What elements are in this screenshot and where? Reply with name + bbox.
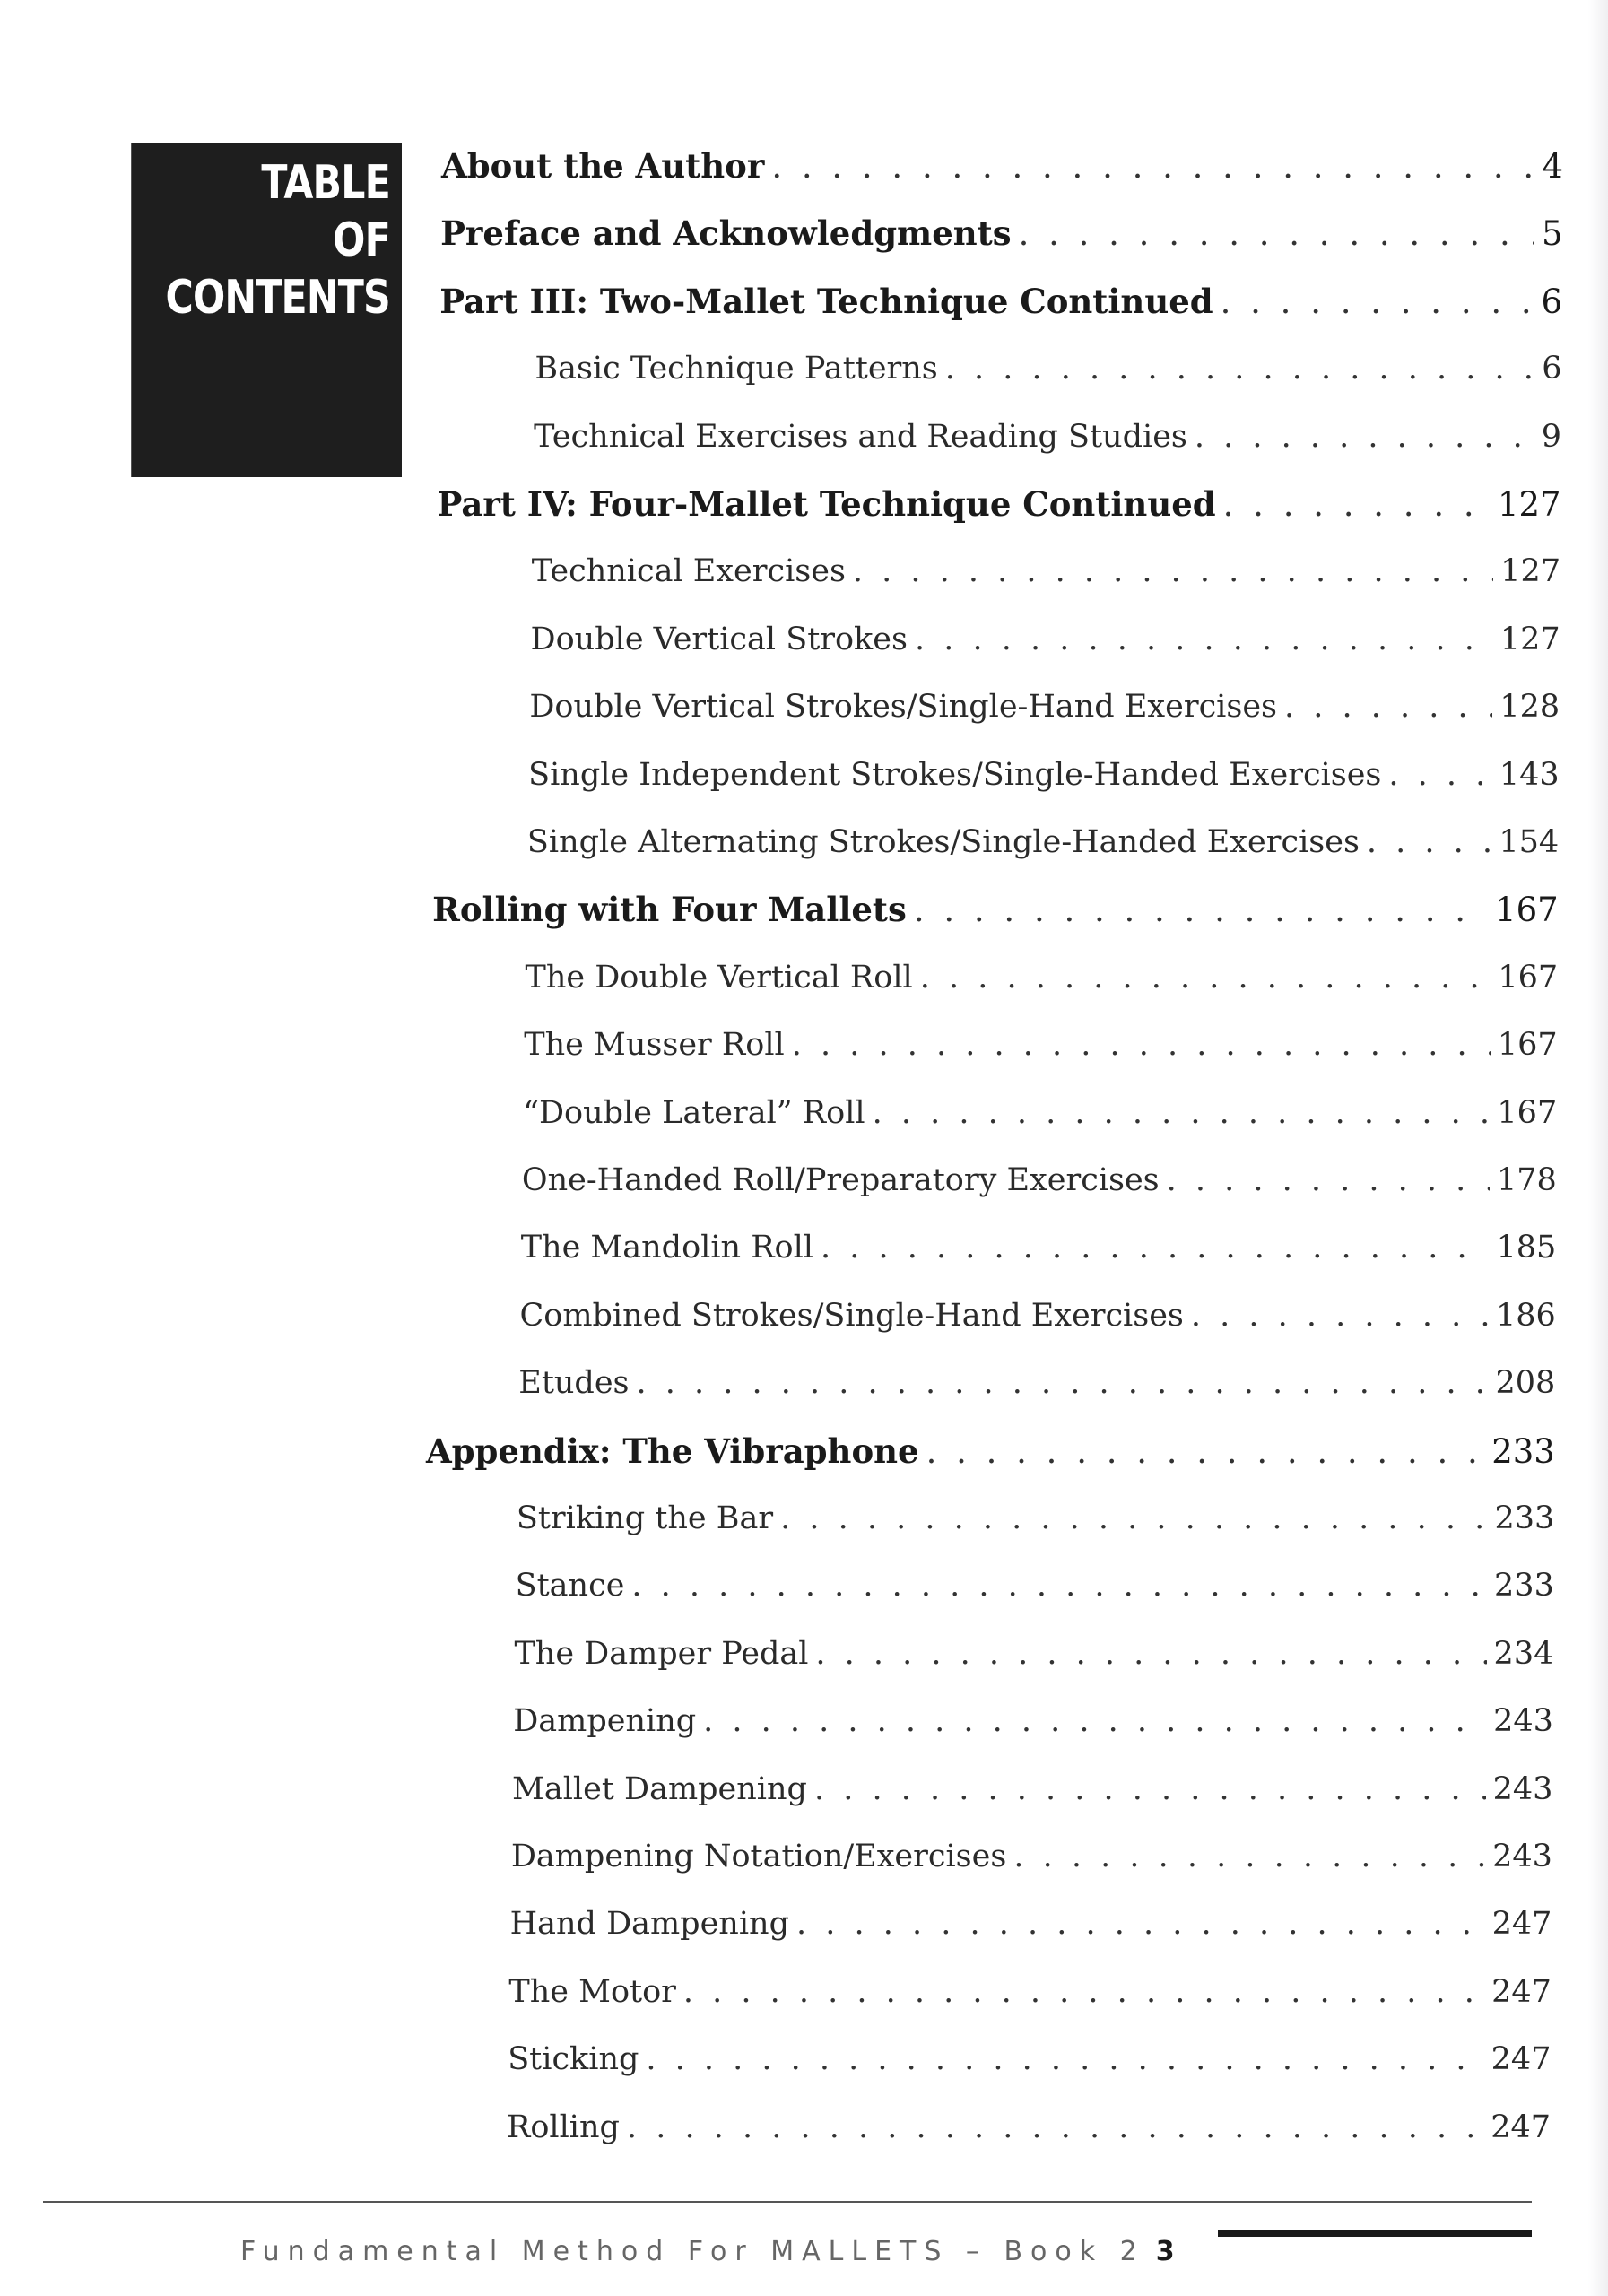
toc-dot-leader (683, 1965, 1484, 2019)
toc-entry-title: Hand Dampening (509, 1906, 789, 1943)
toc-section-entry (439, 274, 1562, 328)
toc-entry-page: 6 (1542, 351, 1562, 387)
toc-dot-leader (920, 951, 1491, 1004)
toc-dot-leader (1221, 275, 1534, 329)
toc-dot-leader (1223, 478, 1491, 532)
toc-subentry (510, 1897, 1552, 1951)
toc-dot-leader (1019, 207, 1534, 261)
toc-entry-title: Rolling (507, 2109, 620, 2145)
toc-dot-leader (703, 1694, 1486, 1748)
toc-dot-leader (915, 613, 1493, 666)
toc-entry-page: 185 (1496, 1230, 1557, 1266)
toc-entry-page: 233 (1494, 1500, 1555, 1536)
toc-dot-leader (1367, 815, 1491, 869)
toc-entry-page: 247 (1491, 1906, 1552, 1943)
toc-entry-title: The Mandolin Roll (520, 1230, 814, 1266)
toc-subentry (526, 951, 1559, 1004)
toc-subentry (527, 815, 1559, 869)
toc-entry-title: Technical Exercises (531, 553, 846, 590)
toc-subentry (523, 1086, 1557, 1140)
toc-entry-page: 243 (1492, 1770, 1553, 1807)
toc-entry-page: 9 (1541, 418, 1562, 455)
toc-entry-page: 128 (1499, 689, 1560, 726)
toc-entry-page: 143 (1499, 756, 1560, 793)
toc-section-entry (426, 1424, 1555, 1478)
toc-entry-title: Part IV: Four-Mallet Technique Continued (437, 484, 1216, 524)
toc-dot-leader (1191, 1289, 1489, 1343)
toc-entry-title: Double Vertical Strokes/Single-Hand Exercises (529, 689, 1278, 726)
toc-entry-page: 167 (1495, 891, 1559, 930)
toc-entry-page: 6 (1541, 282, 1563, 321)
toc-dot-leader (821, 1221, 1489, 1274)
toc-entry-page: 4 (1542, 147, 1563, 186)
toc-subentry (524, 1018, 1557, 1072)
toc-subentry (513, 1694, 1553, 1748)
toc-entry-title: Striking the Bar (516, 1500, 774, 1536)
footer-bar (1218, 2230, 1532, 2237)
toc-dot-leader (945, 342, 1534, 396)
toc-entry-title: Appendix: The Vibraphone (425, 1431, 919, 1471)
toc-entry-page: 127 (1500, 553, 1561, 590)
toc-dot-leader (1167, 1153, 1490, 1207)
toc-entry-page: 234 (1493, 1635, 1554, 1672)
toc-dot-leader (1195, 410, 1534, 464)
footer-page-number: 3 (1155, 2236, 1175, 2267)
toc-entry-page: 243 (1492, 1839, 1552, 1874)
toc-dot-leader (873, 1086, 1491, 1140)
toc-subentry (508, 1965, 1552, 2019)
footer (240, 2230, 1175, 2274)
toc-subentry (529, 680, 1560, 734)
toc-entry-title: Mallet Dampening (512, 1770, 807, 1807)
toc-dot-leader (637, 1356, 1489, 1410)
toc-subentry (517, 1492, 1554, 1545)
toc-subentry (522, 1153, 1557, 1207)
toc-dot-leader (1388, 748, 1491, 802)
toc-entry-title: “Double Lateral” Roll (523, 1094, 865, 1131)
toc-subentry (507, 2100, 1551, 2154)
toc-entry-title: Part III: Two-Mallet Technique Continued (439, 281, 1213, 321)
toc-dot-leader (796, 1897, 1485, 1951)
toc-section-entry (432, 883, 1559, 936)
toc-dot-leader (814, 1762, 1486, 1816)
toc-subentry (514, 1627, 1553, 1681)
footer-text: Fundamental Method For MALLETS – Book 2 (240, 2236, 1145, 2267)
toc-dot-leader (631, 1559, 1487, 1613)
toc-dot-leader (1284, 680, 1492, 734)
toc-entry-page: 167 (1498, 959, 1559, 996)
toc-entry-title: Dampening (513, 1703, 697, 1740)
toc-entry-title: Technical Exercises and Reading Studies (534, 418, 1187, 455)
toc-entry-title: Stance (515, 1568, 625, 1605)
toc-entry-title: Etudes (518, 1365, 630, 1402)
toc-section-entry (440, 206, 1562, 260)
toc-entry-page: 167 (1497, 1027, 1558, 1064)
toc-entry-title: Single Alternating Strokes/Single-Handed Exercises (526, 824, 1360, 860)
toc-entry-title: Basic Technique Patterns (535, 351, 938, 387)
toc-dot-leader (627, 2100, 1483, 2154)
toc-section-entry (438, 477, 1561, 531)
toc-subentry (516, 1559, 1554, 1613)
toc-dot-leader (926, 1425, 1485, 1479)
toc-subentry (521, 1221, 1557, 1274)
toc-entry-page: 233 (1491, 1431, 1555, 1471)
toc-entry-title: About the Author (441, 146, 765, 186)
toc-subentry (511, 1830, 1552, 1883)
toc-entry-page: 167 (1497, 1094, 1558, 1131)
toc-entry-title: The Damper Pedal (514, 1635, 809, 1672)
toc-entry-page: 186 (1495, 1297, 1556, 1334)
footer-rule (43, 2201, 1532, 2203)
toc-entry-title: Rolling with Four Mallets (432, 890, 907, 930)
toc-dot-leader (914, 883, 1488, 937)
toc-entry-page: 233 (1494, 1568, 1554, 1605)
toc-entry-title: Sticking (508, 2041, 639, 2078)
toc-section-entry (441, 139, 1563, 193)
toc-heading-line1: TABLE (261, 156, 390, 210)
toc-entry-title: The Musser Roll (524, 1027, 785, 1064)
toc-dot-leader (771, 140, 1534, 194)
toc-dot-leader (646, 2032, 1483, 2086)
toc-subentry (535, 342, 1561, 396)
toc-subentry (532, 544, 1560, 598)
toc-entry-page: 5 (1541, 214, 1563, 254)
toc-dot-leader (815, 1627, 1486, 1681)
toc-subentry (519, 1289, 1555, 1343)
toc-dot-leader (853, 544, 1493, 598)
toc-subentry (534, 410, 1561, 464)
toc-subentry (528, 748, 1560, 802)
toc-entry-title: Single Independent Strokes/Single-Handed Exercises (528, 756, 1382, 793)
toc-dot-leader (780, 1492, 1487, 1545)
toc-entry-title: Dampening Notation/Exercises (510, 1839, 1007, 1874)
toc-dot-leader (1013, 1830, 1485, 1883)
toc-entry-page: 208 (1495, 1365, 1556, 1402)
toc-dot-leader (792, 1018, 1491, 1072)
toc-entry-title: One-Handed Roll/Preparatory Exercises (521, 1162, 1160, 1198)
toc-entry-page: 154 (1499, 824, 1560, 860)
toc-entry-page: 247 (1491, 1973, 1552, 2010)
toc-entry-page: 127 (1497, 485, 1561, 524)
toc-entry-page: 178 (1496, 1162, 1557, 1198)
toc-entry-title: Double Vertical Strokes (530, 621, 908, 657)
toc-entry-page: 127 (1499, 621, 1560, 657)
toc-subentry (518, 1356, 1555, 1410)
toc-subentry (508, 2032, 1551, 2086)
toc-subentry (512, 1762, 1552, 1816)
toc-entry-title: The Motor (508, 1973, 676, 2010)
toc-entry-page: 247 (1491, 2109, 1551, 2145)
toc-entry-title: The Double Vertical Roll (525, 959, 913, 996)
toc-subentry (531, 613, 1560, 666)
toc-entry-title: Combined Strokes/Single-Hand Exercises (519, 1297, 1184, 1334)
toc-entry-page: 243 (1493, 1703, 1553, 1740)
toc-entry-page: 247 (1491, 2041, 1552, 2078)
toc-entry-title: Preface and Acknowledgments (440, 213, 1012, 254)
toc-heading-line2: OF CONTENTS (165, 213, 390, 325)
